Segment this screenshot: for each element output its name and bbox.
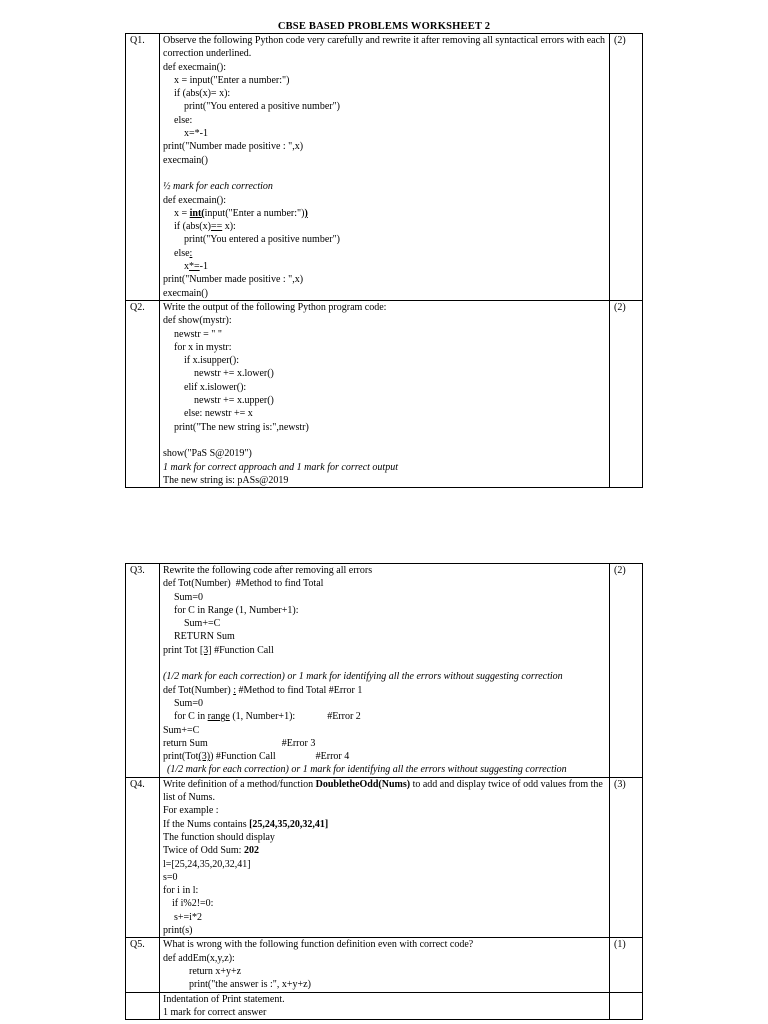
- question-number: Q5.: [126, 938, 160, 992]
- function-name: DoubletheOdd(Nums): [315, 778, 411, 790]
- code-line: execmain(): [163, 154, 208, 166]
- error-mark: [3]: [199, 644, 212, 656]
- code-line: print Tot [3] #Function Call: [163, 644, 274, 656]
- answer-line: if (abs(x)== x):: [174, 221, 236, 233]
- question-content: [160, 34, 610, 301]
- question-row-q2: [126, 300, 643, 487]
- correction-mark: :: [233, 684, 236, 696]
- blank-line: [163, 657, 606, 670]
- questions-table-1: [125, 33, 643, 488]
- question-text: Write the output of the following Python program code:: [163, 301, 387, 313]
- question-marks: (3): [610, 777, 643, 938]
- answer-line: print(s): [163, 925, 193, 937]
- correction-mark: :: [189, 247, 193, 259]
- answer-row-q5: [126, 992, 643, 1020]
- code-line: if (abs(x)= x):: [174, 88, 231, 100]
- correction-mark: *=: [189, 261, 200, 273]
- code-line: return x+y+z: [189, 965, 242, 977]
- code-line: print("The new string is:",newstr): [174, 421, 309, 433]
- answer-line: Indentation of Print statement.: [163, 993, 285, 1005]
- answer-line: l=[25,24,35,20,32,41]: [163, 858, 251, 870]
- blank-line: [163, 167, 606, 180]
- correction-mark: (3): [198, 751, 211, 763]
- question-content: [160, 564, 610, 778]
- code-line: Sum+=C: [184, 618, 221, 630]
- answer-line: execmain(): [163, 287, 208, 299]
- answer-line: x*=-1: [184, 261, 208, 273]
- answer-line: def execmain():: [163, 194, 227, 206]
- code-line: elif x.islower():: [184, 381, 247, 393]
- marking-scheme: ½ mark for each correction: [163, 181, 273, 193]
- answer-line: print("You entered a positive number"): [184, 234, 341, 246]
- answer-content: [160, 992, 610, 1020]
- question-text: Rewrite the following code after removing all errors: [163, 565, 373, 576]
- code-line: def addEm(x,y,z):: [163, 952, 235, 964]
- correction-mark: ==: [210, 221, 223, 233]
- question-text: What is wrong with the following function definition even with correct code?: [163, 939, 474, 951]
- question-number: Q3.: [126, 564, 160, 778]
- question-row-q3: [126, 564, 643, 778]
- code-line: def execmain():: [163, 61, 227, 73]
- question-marks: (2): [610, 34, 643, 301]
- answer-line: def Tot(Number) : #Method to find Total #Error 1: [163, 684, 363, 696]
- correction-mark: int(: [189, 207, 205, 219]
- example-label: For example :: [163, 805, 219, 817]
- question-number: Q1.: [126, 34, 160, 301]
- answer-line: if i%2!=0:: [172, 898, 214, 910]
- answer-line: 1 mark for correct answer: [163, 1006, 267, 1018]
- code-line: print("You entered a positive number"): [184, 101, 341, 113]
- code-line: if x.isupper():: [184, 355, 239, 367]
- question-content: [160, 938, 610, 992]
- example-line: The function should display: [163, 831, 275, 843]
- question-marks: (2): [610, 564, 643, 778]
- answer-line: for i in l:: [163, 885, 199, 897]
- code-line: newstr = " ": [174, 328, 222, 340]
- answer-line: Sum+=C: [163, 724, 200, 736]
- question-content: [160, 777, 610, 938]
- code-line: RETURN Sum: [174, 631, 235, 643]
- questions-table-2: [125, 563, 643, 1020]
- answer-line: print("Number made positive : ",x): [163, 274, 304, 286]
- answer-line: x = int(input("Enter a number:")): [174, 207, 308, 219]
- empty-cell: [126, 992, 160, 1020]
- code-line: newstr += x.lower(): [194, 368, 274, 380]
- worksheet-title: CBSE BASED PROBLEMS WORKSHEET 2: [277, 21, 491, 32]
- code-line: else:: [174, 114, 193, 126]
- question-content: [160, 300, 610, 487]
- code-line: for x in mystr:: [174, 341, 232, 353]
- code-line: else: newstr += x: [184, 408, 253, 420]
- answer-line: for C in range (1, Number+1): #Error 2: [174, 711, 361, 723]
- question-text: Observe the following Python code very carefully and rewrite it after removing all syntactical errors with each correction underlined.: [163, 35, 606, 60]
- marking-scheme: (1/2 mark for each correction) or 1 mark for identifying all the errors without suggesting correction: [163, 671, 563, 683]
- question-marks: (2): [610, 300, 643, 487]
- code-line: x = input("Enter a number:"): [174, 74, 290, 86]
- question-number: Q4.: [126, 777, 160, 938]
- question-row-q5: [126, 938, 643, 992]
- code-line: Sum=0: [174, 591, 203, 603]
- answer-line: s=0: [163, 871, 178, 883]
- code-line: def Tot(Number) #Method to find Total: [163, 578, 324, 590]
- code-line: newstr += x.upper(): [194, 395, 274, 407]
- example-line: If the Nums contains [25,24,35,20,32,41]: [163, 818, 329, 830]
- answer-line: return Sum #Error 3: [163, 737, 316, 749]
- answer-line: Sum=0: [174, 697, 203, 709]
- empty-cell: [610, 992, 643, 1020]
- question-number: Q2.: [126, 300, 160, 487]
- marking-scheme: 1 mark for correct approach and 1 mark for correct output: [163, 461, 398, 473]
- code-line: print("Number made positive : ",x): [163, 141, 304, 153]
- answer-line: The new string is: pASs@2019: [163, 474, 289, 486]
- correction-mark: range: [207, 711, 230, 723]
- correction-mark: ): [304, 207, 308, 219]
- question-marks: (1): [610, 938, 643, 992]
- marking-scheme: (1/2 mark for each correction) or 1 mark for identifying all the errors without suggesting correction: [167, 764, 567, 776]
- example-line: Twice of Odd Sum: 202: [163, 845, 259, 857]
- code-line: print("the answer is :", x+y+z): [189, 979, 311, 991]
- blank-line: [163, 434, 606, 447]
- question-row-q4: [126, 777, 643, 938]
- code-line: show("PaS S@2019"): [163, 448, 252, 460]
- code-line: x=*-1: [184, 128, 208, 140]
- answer-line: else:: [174, 247, 193, 259]
- code-line: for C in Range (1, Number+1):: [174, 604, 299, 616]
- code-line: def show(mystr):: [163, 315, 232, 327]
- question-row-q1: [126, 34, 643, 301]
- question-text: Write definition of a method/function DoubletheOdd(Nums) to add and display twice of odd values from the list of Nums.: [163, 778, 603, 804]
- answer-line: print(Tot(3)) #Function Call #Error 4: [163, 751, 350, 763]
- answer-line: s+=i*2: [174, 911, 202, 923]
